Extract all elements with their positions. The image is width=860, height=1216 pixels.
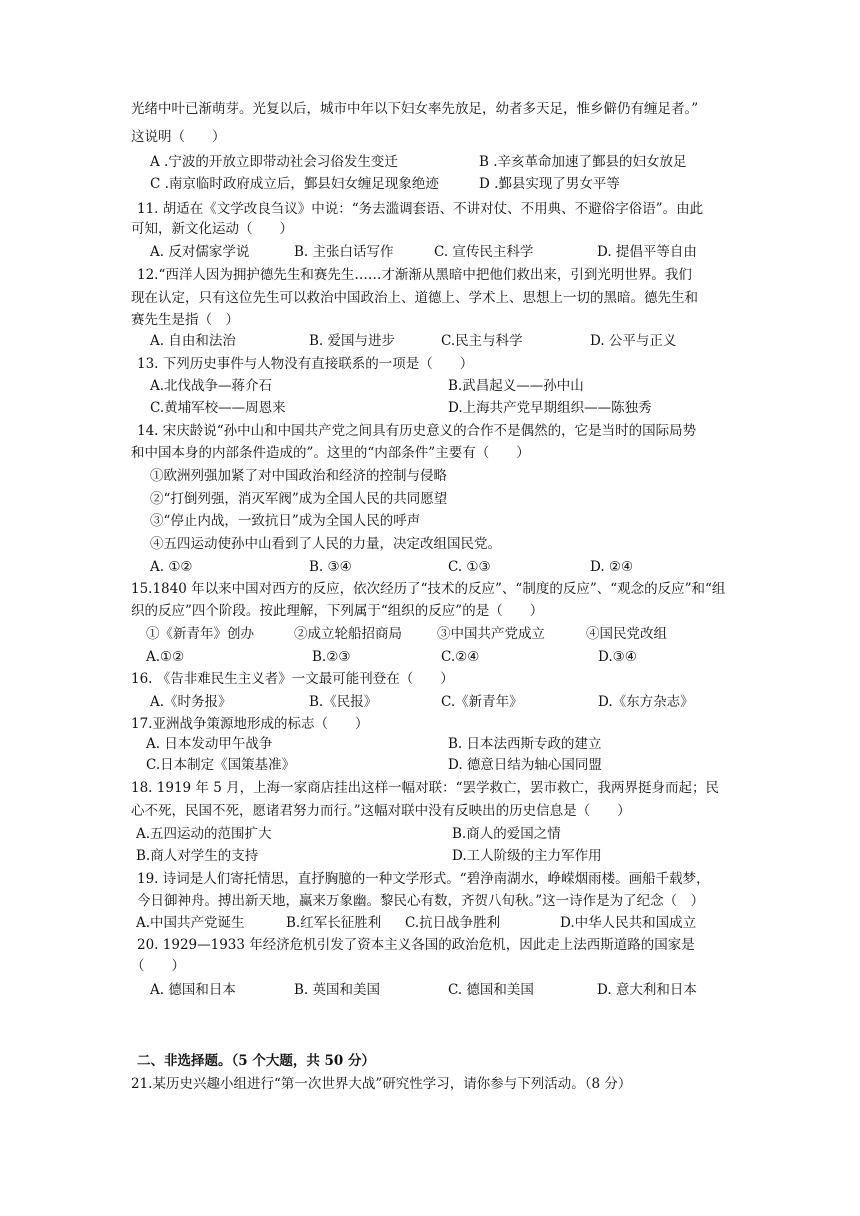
q11-stem-line1: 11. 胡适在《文学改良刍议》中说：“务去滥调套语、不讲对仗、不用典、不避俗字俗语”。由此 [137, 201, 704, 217]
q17-option-c: C.日本制定《国策基准》 [146, 757, 296, 773]
q12-option-c: C.民主与科学 [441, 333, 523, 349]
q20-stem-line1: 20. 1929—1933 年经济危机引发了资本主义各国的政治危机，因此走上法西斯道路的国家是 [137, 937, 695, 953]
q15-option-a: A.①② [146, 649, 185, 665]
q15-option-b: B.②③ [312, 649, 351, 665]
q19-stem-line2: 今日御神舟。搏出新天地，赢来万象幽。黎民心有数，齐贺八旬秋。”这一诗作是为了纪念（ ） [137, 893, 705, 909]
q15-option-d: D.③④ [598, 649, 637, 665]
q14-option-c: C. ①③ [448, 559, 491, 575]
q19-option-d: D.中华人民共和国成立 [560, 915, 697, 931]
q19-option-a: A.中国共产党诞生 [136, 915, 245, 931]
q20-option-c: C. 德国和美国 [448, 982, 534, 998]
q19-stem-line1: 19. 诗词是人们寄托情思，直抒胸臆的一种文学形式。“碧浄南湖水，峥嵘烟雨楼。画船千载梦， [137, 871, 710, 887]
q15-item-4: ④国民党改组 [586, 626, 667, 642]
q14-item-4: ④五四运动使孙中山看到了人民的力量，决定改组国民党。 [150, 536, 501, 552]
q17-option-a: A. 日本发动甲午战争 [146, 736, 273, 752]
q16-option-b: B.《民报》 [309, 694, 378, 710]
q11-option-d: D. 提倡平等自由 [597, 244, 697, 260]
q13-option-c: C.黄埔军校——周恩来 [150, 400, 286, 416]
q12-option-d: D. 公平与正义 [590, 333, 677, 349]
q12-option-a: A. 自由和法治 [150, 333, 236, 349]
q17-option-b: B. 日本法西斯专政的建立 [448, 736, 602, 752]
q12-stem-line1: 12.“西洋人因为拥护德先生和赛先生……才渐渐从黑暗中把他们救出来，引到光明世界。我们 [137, 267, 692, 283]
q13-option-b: B.武昌起义——孙中山 [448, 378, 584, 394]
q17-stem: 17.亚洲战争策源地形成的标志（ ） [131, 716, 369, 732]
q10-stem-line1: 光绪中叶已渐萌芽。光复以后，城市中年以下妇女率先放足，幼者多天足，惟乡僻仍有缠足者。” [131, 101, 699, 117]
q15-item-2: ②成立轮船招商局 [294, 626, 402, 642]
q20-option-d: D. 意大利和日本 [597, 982, 697, 998]
q20-option-a: A. 德国和日本 [150, 982, 236, 998]
q16-option-a: A.《时务报》 [150, 694, 232, 710]
q10-option-d: D .鄞县实现了男女平等 [479, 176, 620, 192]
q12-option-b: B. 爱国与进步 [309, 333, 396, 349]
q18-option-a: A.五四运动的范围扩大 [136, 826, 272, 842]
q15-item-3: ③中国共产党成立 [437, 626, 545, 642]
section2-heading: 二、非选择题。（5 个大题，共 50 分） [137, 1053, 376, 1069]
q10-option-c: C .南京临时政府成立后，鄞县妇女缠足现象绝迹 [150, 176, 439, 192]
q11-option-a: A. 反对儒家学说 [150, 244, 250, 260]
q17-option-d: D. 德意日结为轴心国同盟 [448, 757, 602, 773]
q10-option-b: B .辛亥革命加速了鄞县的妇女放足 [479, 154, 687, 170]
q15-option-c: C.②④ [441, 649, 480, 665]
q16-option-c: C.《新青年》 [441, 694, 523, 710]
q14-option-a: A. ①② [150, 559, 193, 575]
q14-stem-line2: 和中国本身的内部条件造成的”。这里的“内部条件”主要有（ ） [131, 445, 530, 461]
q18-option-b: B.商人的爱国之情 [452, 826, 561, 842]
q14-option-d: D. ②④ [590, 559, 634, 575]
q20-option-b: B. 英国和美国 [294, 982, 381, 998]
q11-option-c: C. 宣传民主科学 [434, 244, 534, 260]
q13-stem: 13. 下列历史事件与人物没有直接联系的一项是（ ） [137, 356, 474, 372]
q21-stem: 21.某历史兴趣小组进行“第一次世界大战”研究性学习，请你参与下列活动。（8 分） [131, 1076, 632, 1092]
q16-option-d: D.《东方杂志》 [598, 694, 694, 710]
q10-option-a: A .宁波的开放立即带动社会习俗发生变迁 [150, 154, 398, 170]
q14-stem-line1: 14. 宋庆龄说“孙中山和中国共产党之间具有历史意义的合作不是偶然的，它是当时的国际局势 [137, 423, 697, 439]
q20-stem-line2: （ ） [131, 958, 185, 974]
q15-stem-line1: 15.1840 年以来中国对西方的反应，依次经历了“技术的反应”、“制度的反应”、“观念的反应”和“组 [131, 581, 726, 597]
q13-option-a: A.北伐战争—蒋介石 [150, 378, 273, 394]
q11-option-b: B. 主张白话写作 [294, 244, 394, 260]
q14-item-2: ②“打倒列强，消灭军阀”成为全国人民的共同愿望 [150, 491, 448, 507]
q14-item-1: ①欧洲列强加紧了对中国政治和经济的控制与侵略 [150, 468, 447, 484]
q18-option-c: B.商人对学生的支持 [136, 848, 259, 864]
q18-option-d: D.工人阶级的主力军作用 [452, 848, 602, 864]
q11-stem-line2: 可知，新文化运动（ ） [131, 221, 293, 237]
q14-option-b: B. ③④ [309, 559, 352, 575]
q12-stem-line2: 现在认定，只有这位先生可以救治中国政治上、道德上、学术上、思想上一切的黑暗。德先生和 [131, 290, 698, 306]
q12-stem-line3: 赛先生是指（ ） [131, 312, 239, 328]
q19-option-c: C.抗日战争胜利 [405, 915, 501, 931]
q19-option-b: B.红军长征胜利 [286, 915, 382, 931]
q15-stem-line2: 织的反应”四个阶段。按此理解，下列属于“组织的反应”的是（ ） [131, 603, 544, 619]
q13-option-d: D.上海共产党早期组织——陈独秀 [448, 400, 652, 416]
q14-item-3: ③“停止内战，一致抗日”成为全国人民的呼声 [150, 513, 421, 529]
q18-stem-line2: 心不死，民国不死，愿诸君努力而行。”这幅对联中没有反映出的历史信息是（ ） [131, 803, 631, 819]
q16-stem: 16. 《告非难民生主义者》一文最可能刊登在（ ） [131, 671, 454, 687]
q18-stem-line1: 18. 1919 年 5 月，上海一家商店挂出这样一幅对联：“罢学救亡，罢市救亡，我两界挺身而起；民 [131, 780, 719, 796]
q10-stem-line2: 这说明（ ） [131, 129, 226, 145]
q15-item-1: ①《新青年》创办 [146, 626, 254, 642]
